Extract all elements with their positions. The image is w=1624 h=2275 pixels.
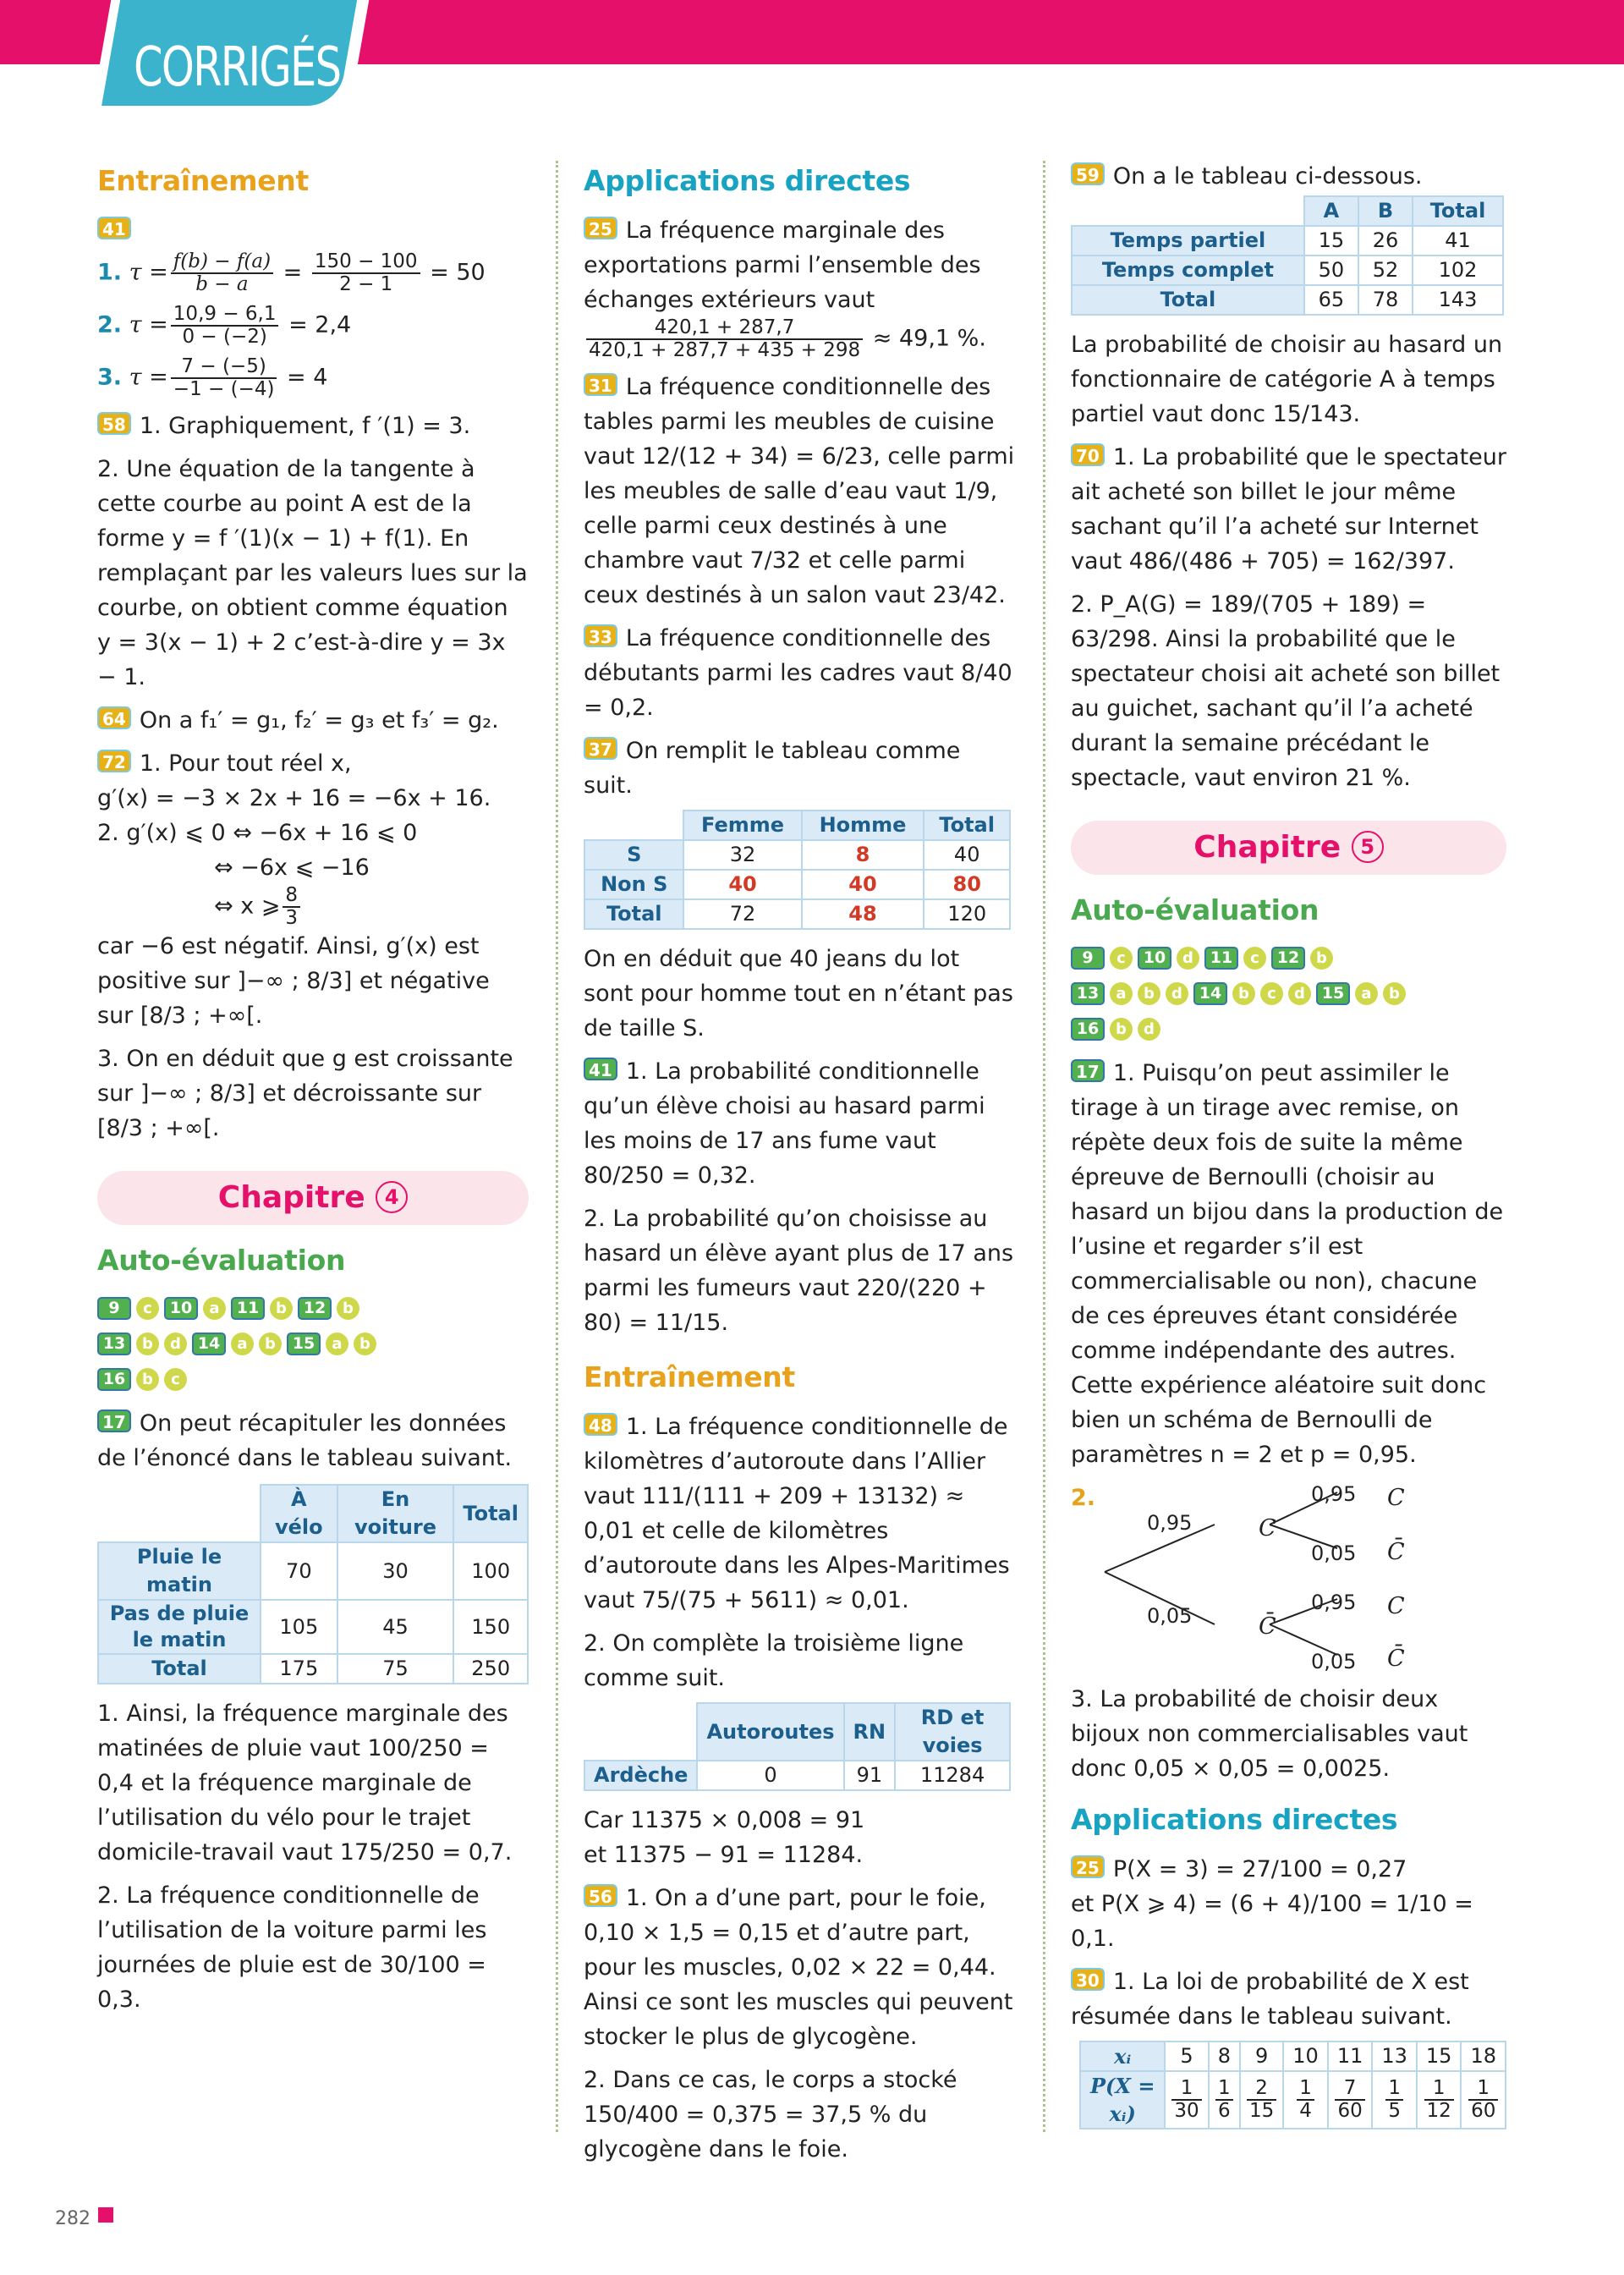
section-heading: Applications directes [1071, 1803, 1398, 1836]
column-1 [97, 154, 529, 2025]
tree-branch-prob: 0,95 [1147, 1511, 1193, 1535]
exercise-56: 56 1. On a d’une part, pour le foie, 0,10 × 1,5 = 0,15 et d’autre part, pour les muscles, 0,02 × 22 = 0,44. Ainsi ce sont les muscles qui peuvent stocker le plus de glycogène. [584, 1885, 1013, 2050]
exercise-25-part-2: et P(X ⩾ 4) = (6 + 4)/100 = 1/10 = 0,1. [1071, 1891, 1473, 1952]
tree-leaf: C [1387, 1593, 1405, 1619]
exercise-72-part-3: 3. On en déduit que g est croissante sur ]−∞ ; 8/3] et décroissante sur [8/3 ; +∞[. [97, 1046, 513, 1141]
tree-branch-prob: 0,05 [1147, 1604, 1193, 1628]
exercise-number: 41 [97, 217, 131, 239]
exercise-17: 17 On peut récapituler les données de l’énoncé dans le tableau suivant. [97, 1410, 513, 1471]
tree-node: C̄ [1259, 1613, 1276, 1640]
exercise-41-part-2: 2. τ = $\frac{10,9 - 6,1}{0 - (-2)}$ = 2,4 [97, 303, 352, 348]
table-37: Femme Homme Total S 32 8 40 Non S 40 40 80 Total 72 48 120 [584, 810, 1011, 930]
exercise-25: 25 P(X = 3) = 27/100 = 0,27 [1071, 1852, 1506, 1887]
tree-branch-prob: 0,05 [1311, 1541, 1357, 1565]
exercise-72-step-2: ⇔ −6x ⩽ −16 [214, 854, 370, 881]
chapter-banner: Chapitre 4 [97, 1171, 529, 1225]
exercise-41-part-1: 1. τ = $\frac{f(b) - f(a)}{b - a}$ = $\frac{150 - 100}{2 - 1}$ = 50 [97, 250, 486, 295]
exercise-41-part-3: 3. τ = $\frac{7 - (-5)}{-1 - (-4)}$ = 4 [97, 355, 328, 400]
tree-branch-prob: 0,95 [1311, 1482, 1357, 1506]
exercise-17-part-3: 3. La probabilité de choisir deux bijoux non commercialisables vaut donc 0,05 × 0,05 = 0,0025. [1071, 1686, 1468, 1782]
column-separator [1043, 161, 1045, 2132]
self-eval-answers: 9 c 10 d 11 c 12 b 13 a b d 14 b c d 15 a b 16 b d [1071, 942, 1506, 1044]
section-heading: Applications directes [584, 164, 911, 197]
table-48: Autoroutes RN RD et voies Ardèche 0 91 11284 [584, 1702, 1011, 1791]
exercise-59: 59 On a le tableau ci-dessous. [1071, 159, 1506, 194]
page-title: CORRIGÉS [134, 36, 341, 99]
exercise-72-conclusion: car −6 est négatif. Ainsi, g′(x) est positive sur ]−∞ ; 8/3] et négative sur [8/3 ; +∞[. [97, 933, 490, 1029]
exercise-72: 72 1. Pour tout réel x, [97, 746, 529, 781]
table-30: xᵢ 5 8 9 10 11 13 15 18 P(X = xᵢ) $\frac{1}{30}$ $\frac{1}{6}$ $\frac{2}{15}$ $\frac{1}{4}$ $\frac{7}{60}$ $\frac{1}{5}$ $\frac{1}{12}$ $\frac{1}{60}$ [1079, 2041, 1506, 2129]
exercise-70: 70 1. La probabilité que le spectateur ait acheté son billet le jour même sachant qu’il l’a acheté sur Internet vaut 486/(486 + 705) = 162/397. [1071, 444, 1506, 574]
section-heading: Auto-évaluation [97, 1244, 346, 1277]
exercise-56-part-2: 2. Dans ce cas, le corps a stocké 150/400 = 0,375 = 37,5 % du glycogène dans le foie. [584, 2067, 957, 2162]
table-17: À vélo En voiture Total Pluie le matin 70 30 100 Pas de pluie le matin 105 45 150 Total 175 75 250 [97, 1484, 529, 1684]
tree-leaf: C̄ [1387, 1646, 1405, 1672]
exercise-48-calc-2: et 11375 − 91 = 11284. [584, 1842, 864, 1868]
exercise-72-step-1: 2. g′(x) ⩽ 0 ⇔ −6x + 16 ⩽ 0 [97, 820, 418, 846]
exercise-25: 25 La fréquence marginale des exportations parmi l’ensemble des échanges extérieurs vaut $\frac{420,1 + 287,7}{420,1 + 287,7 + 435 + 298}$ ≈ 49,1 %. [584, 217, 986, 361]
exercise-41: 41 1. La probabilité conditionnelle qu’un élève choisi au hasard parmi les moins de 17 ans fume vaut 80/250 = 0,32. [584, 1058, 985, 1189]
exercise-37-conclusion: On en déduit que 40 jeans du lot sont pour homme tout en n’étant pas de taille S. [584, 946, 1013, 1041]
exercise-72-derivative: g′(x) = −3 × 2x + 16 = −6x + 16. [97, 785, 491, 811]
exercise-72-step-3: ⇔ x ⩾ $\frac{8}{3}$ [97, 885, 529, 929]
exercise-37: 37 On remplit le tableau comme suit. [584, 738, 961, 799]
self-eval-answers: 9 c 10 a 11 b 12 b 13 b d 14 a b 15 a b 16 b c [97, 1293, 529, 1394]
section-heading: Entraînement [584, 1360, 795, 1393]
tree-branch-prob: 0,95 [1311, 1591, 1357, 1614]
section-heading: Auto-évaluation [1071, 893, 1320, 926]
exercise-30: 30 1. La loi de probabilité de X est résumée dans le tableau suivant. [1071, 1969, 1469, 2030]
exercise-33: 33 La fréquence conditionnelle des débutants parmi les cadres vaut 8/40 = 0,2. [584, 625, 1012, 721]
column-3 [1071, 159, 1506, 2141]
exercise-41-part-2: 2. La probabilité qu’on choisisse au hasard un élève ayant plus de 17 ans parmi les fumeurs vaut 220/(220 + 80) = 11/15. [584, 1206, 1014, 1336]
tree-leaf: C̄ [1387, 1539, 1405, 1565]
probability-tree: 2. 0,95 0,05 C C̄ 0,95 0,05 0,95 0,05 C C̄ C C̄ [1071, 1481, 1506, 1675]
table-59: A B Total Temps partiel 15 26 41 Temps complet 50 52 102 Total 65 78 143 [1071, 195, 1504, 316]
exercise-58-part-2: 2. Une équation de la tangente à cette courbe au point A est de la forme y = f ′(1)(x − 1) + f(1). En remplaçant par les valeurs lues sur la courbe, on obtient comme équation y = 3(x − 1) + 2 c’est-à-dire y = 3x − 1. [97, 456, 528, 690]
exercise-17: 17 1. Puisqu’on peut assimiler le tirage à un tirage avec remise, on répète deux fois de suite la même épreuve de Bernoulli (choisir au hasard un bijou dans la production de l’usine et regarder s’il est commercialisable ou non), chacune de ces épreuves étant considérée comme indépendante des autres. Cette expérience aléatoire suit donc bien un schéma de Bernoulli de paramètres n = 2 et p = 0,95. [1071, 1060, 1504, 1468]
exercise-31: 31 La fréquence conditionnelle des tables parmi les meubles de cuisine vaut 12/(12 + 34) = 6/23, celle parmi les meubles de salle d’eau vaut 1/9, celle parmi ceux destinés à une chambre vaut 7/32 et celle parmi ceux destinés à un salon vaut 23/42. [584, 374, 1015, 608]
exercise-17-part-2: 2. La fréquence conditionnelle de l’utilisation de la voiture parmi les journées de pluie est de 30/100 = 0,3. [97, 1882, 487, 2013]
column-2 [584, 154, 1015, 2175]
tree-node: C [1259, 1515, 1276, 1541]
page-number: 282 [55, 2208, 91, 2229]
section-heading: Entraînement [97, 164, 309, 197]
column-separator [556, 161, 558, 2132]
exercise-70-part-2: 2. P_A(G) = 189/(705 + 189) = 63/298. Ainsi la probabilité que le spectateur choisi ait acheté son billet au guichet, sachant qu’il l’a acheté durant la semaine précédant le spectacle, vaut environ 21 %. [1071, 591, 1501, 791]
exercise-59-conclusion: La probabilité de choisir au hasard un fonctionnaire de catégorie A à temps partiel vaut donc 15/143. [1071, 332, 1503, 427]
exercise-64: 64 On a f₁′ = g₁, f₂′ = g₃ et f₃′ = g₂. [97, 703, 529, 738]
chapter-banner: Chapitre 5 [1071, 821, 1506, 875]
exercise-48: 48 1. La fréquence conditionnelle de kilomètres d’autoroute dans l’Allier vaut 111/(111 + 209 + 13132) ≈ 0,01 et celle de kilomètres d’autoroute dans les Alpes-Maritimes vaut 75/(75 + 5611) ≈ 0,01. [584, 1414, 1010, 1613]
tree-branch-prob: 0,05 [1311, 1650, 1357, 1673]
exercise-17-part-1: 1. Ainsi, la fréquence marginale des matinées de pluie vaut 100/250 = 0,4 et la fréquence marginale de l’utilisation du vélo pour le trajet domicile-travail vaut 175/250 = 0,7. [97, 1701, 513, 1866]
exercise-48-part-2: 2. On complète la troisième ligne comme suit. [584, 1630, 964, 1691]
exercise-48-calc-1: Car 11375 × 0,008 = 91 [584, 1807, 865, 1833]
exercise-58: 58 1. Graphiquement, f ′(1) = 3. [97, 409, 529, 443]
footer-marker [98, 2207, 113, 2223]
tree-leaf: C [1387, 1485, 1405, 1511]
